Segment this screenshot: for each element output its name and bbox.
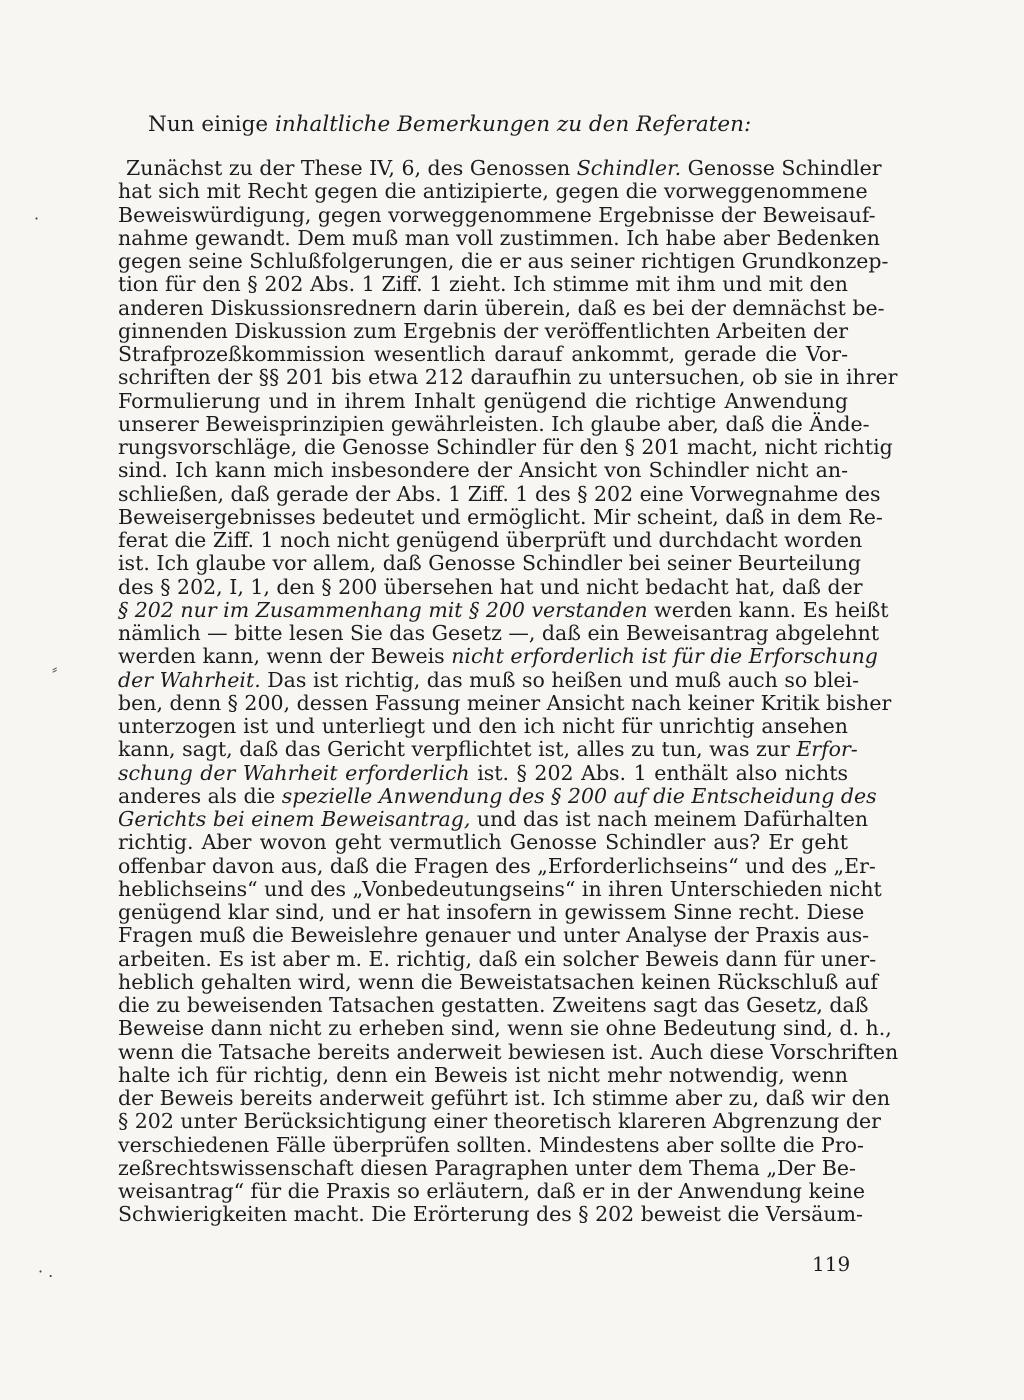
line-text: sind. Ich kann mich insbesondere der Ansicht von Schindler nicht an- — [118, 458, 848, 483]
margin-mark: · . — [38, 1262, 54, 1281]
text-line — [118, 946, 877, 971]
text-line — [118, 783, 877, 808]
line-text: gegen seine Schlußfolgerungen, die er aus seiner richtigen Grundkonzep- — [118, 249, 889, 273]
line-text: tion für den § 202 Abs. 1 Ziff. 1 zieht. Ich stimme mit ihm und mit den — [118, 272, 848, 297]
text-line — [118, 1155, 856, 1180]
margin-mark: · — [34, 209, 40, 228]
text-line — [118, 621, 880, 645]
text-line — [118, 900, 865, 924]
text-line — [118, 273, 848, 296]
line-text: Schwierigkeiten macht. Die Erörterung des § 202 beweist die Versäum- — [118, 1202, 863, 1227]
line-text: anderes als die — [118, 783, 282, 808]
text-line — [118, 551, 862, 576]
line-text: und das ist nach meinem Dafürhalten — [470, 807, 869, 831]
margin-mark: ⸗ — [52, 659, 58, 678]
text-line — [118, 644, 878, 669]
text-line — [118, 969, 878, 994]
text-line — [118, 667, 860, 692]
line-text: heblichseins“ und des „Vonbedeutungseins“ in ihren Unterschieden nicht — [118, 876, 882, 901]
line-text: Formulierung und in ihrem Inhalt genügend die richtige Anwendung — [118, 388, 848, 413]
text-line — [118, 876, 882, 901]
text-line — [118, 1039, 899, 1064]
text-line — [118, 574, 863, 599]
line-text: nahme gewandt. Dem muß man voll zustimmen. Ich habe aber Bedenken — [118, 225, 880, 250]
text-line — [118, 528, 863, 552]
line-text: werden kann. Es heißt — [647, 597, 889, 622]
text-line — [118, 807, 869, 831]
emphasis-text: der Wahrheit. — [118, 667, 261, 692]
text-line — [118, 1202, 863, 1227]
line-text: der Beweis bereits anderweit geführt ist. Ich stimme aber zu, daß wir den — [118, 1086, 891, 1110]
text-line — [118, 762, 848, 785]
line-text: Beweise dann nicht zu erheben sind, wenn sie ohne Bedeutung sind, d. h., — [118, 1016, 892, 1041]
line-text: schließen, daß gerade der Abs. 1 Ziff. 1 des § 202 eine Vorwegnahme des — [118, 481, 881, 506]
line-text: des § 202, I, 1, den § 200 übersehen hat und nicht bedacht hat, daß der — [118, 574, 863, 599]
emphasis-text: Schindler. — [576, 156, 682, 180]
line-text: ginnenden Diskussion zum Ergebnis der veröffentlichten Arbeiten der — [118, 318, 849, 343]
line-text: nämlich — bitte lesen Sie das Gesetz —, daß ein Beweisantrag abgelehnt — [118, 621, 880, 645]
line-text: ben, denn § 200, dessen Fassung meiner Ansicht nach keiner Kritik bisher — [118, 690, 892, 715]
line-text: Das ist richtig, das muß so heißen und muß auch so blei- — [260, 667, 860, 692]
intro-prefix: Nun einige — [148, 112, 275, 137]
text-line — [118, 320, 848, 343]
text-line — [118, 365, 898, 390]
emphasis-text: nicht erforderlich ist für die Erforschung — [451, 644, 878, 669]
line-text: richtig. Aber wovon geht vermutlich Genosse Schindler aus? Er geht — [118, 830, 848, 855]
text-line — [118, 923, 870, 948]
text-line — [118, 179, 868, 204]
text-line — [118, 249, 889, 273]
line-text: Strafprozeßkommission wesentlich darauf ankommt, gerade die Vor- — [118, 342, 848, 366]
line-text: ist. § 202 Abs. 1 enthält also nichts — [469, 760, 848, 785]
emphasis-text: schung der Wahrheit erforderlich — [118, 760, 470, 785]
line-text: ferat die Ziff. 1 noch nicht genügend überprüft und durchdacht worden — [118, 528, 863, 552]
line-text: genügend klar sind, und er hat insofern in gewissem Sinne recht. Diese — [118, 900, 865, 924]
line-text: zeßrechtswissenschaft diesen Paragraphen unter dem Thema „Der Be- — [118, 1155, 856, 1180]
text-line — [118, 1086, 891, 1110]
line-text: ist. Ich glaube vor allem, daß Genosse Schindler bei seiner Beurteilung — [118, 551, 862, 576]
line-text: arbeiten. Es ist aber m. E. richtig, daß ein solcher Beweis dann für uner- — [118, 946, 877, 971]
line-text: schriften der §§ 201 bis etwa 212 daraufhin zu untersuchen, ob sie in ihrer — [118, 365, 898, 390]
text-line — [118, 435, 893, 459]
line-text: weisantrag“ für die Praxis so erläutern, daß er in der Anwendung keine — [118, 1179, 866, 1203]
emphasis-text: spezielle Anwendung des § 200 auf die Entscheidung des — [281, 783, 877, 808]
text-line — [118, 853, 876, 878]
text-line — [118, 993, 869, 1017]
intro-line — [148, 112, 751, 138]
line-text: verschiedenen Fälle überprüfen sollten. Mindestens aber sollte die Pro- — [118, 1132, 864, 1157]
text-line — [118, 504, 883, 529]
line-text: Beweisergebnisses bedeutet und ermöglicht. Mir scheint, daß in dem Re- — [118, 504, 883, 529]
text-line — [118, 295, 885, 320]
line-text: Fragen muß die Beweislehre genauer und unter Analyse der Praxis aus- — [118, 923, 870, 948]
line-text: werden kann, wenn der Beweis — [118, 644, 452, 669]
text-line — [118, 1064, 848, 1087]
text-line — [118, 831, 848, 854]
line-text: die zu beweisenden Tatsachen gestatten. Zweitens sagt das Gesetz, daß — [118, 993, 869, 1017]
line-text: unterzogen ist und unterliegt und den ich nicht für unrichtig ansehen — [118, 714, 848, 738]
text-line — [118, 597, 889, 622]
line-text: Beweiswürdigung, gegen vorweggenommene Ergebnisse der Beweisauf- — [118, 202, 876, 227]
text-line — [118, 1109, 881, 1134]
text-line — [118, 715, 848, 738]
text-line — [118, 690, 892, 715]
text-line — [118, 390, 848, 413]
text-line — [118, 202, 876, 227]
line-text: rungsvorschläge, die Genosse Schindler für den § 201 macht, nicht richtig — [118, 435, 893, 459]
line-text: halte ich für richtig, denn ein Beweis ist nicht mehr notwendig, wenn — [118, 1062, 848, 1087]
line-text: offenbar davon aus, daß die Fragen des „Erforderlichseins“ und des „Er- — [118, 853, 876, 878]
line-text: Genosse Schindler — [681, 156, 882, 180]
line-text: heblich gehalten wird, wenn die Beweistatsachen keinen Rückschluß auf — [118, 969, 878, 994]
line-text: wenn die Tatsache bereits anderweit bewiesen ist. Auch diese Vorschriften — [118, 1039, 899, 1064]
line-text: kann, sagt, daß das Gericht verpflichtet ist, alles zu tun, was zur — [118, 737, 797, 762]
body-paragraph — [118, 156, 899, 1227]
text-line — [118, 1016, 892, 1041]
text-line — [118, 156, 882, 180]
emphasis-text: § 202 nur im Zusammenhang mit § 200 verstanden — [118, 597, 648, 622]
text-line — [118, 411, 870, 436]
text-line — [118, 1179, 866, 1203]
text-line — [118, 481, 881, 506]
line-text: anderen Diskussionsrednern darin überein, daß es bei der demnächst be- — [118, 295, 885, 320]
text-line — [118, 343, 848, 366]
text-line — [118, 459, 848, 482]
text-line — [118, 225, 880, 250]
page-number: 119 — [812, 1252, 851, 1276]
line-text: § 202 unter Berücksichtigung einer theoretisch klareren Abgrenzung der — [118, 1109, 881, 1134]
line-text: hat sich mit Recht gegen die antizipierte, gegen die vorweggenommene — [118, 179, 868, 204]
text-line — [118, 1132, 864, 1157]
text-line — [118, 737, 858, 762]
intro-emphasis: inhaltliche Bemerkungen zu den Referaten: — [274, 112, 752, 137]
emphasis-text: Gerichts bei einem Beweisantrag, — [118, 807, 471, 831]
line-text: Zunächst zu der These IV, 6, des Genossen — [126, 156, 577, 180]
emphasis-text: Erfor- — [796, 737, 858, 762]
line-text: unserer Beweisprinzipien gewährleisten. Ich glaube aber, daß die Ände- — [118, 411, 870, 436]
